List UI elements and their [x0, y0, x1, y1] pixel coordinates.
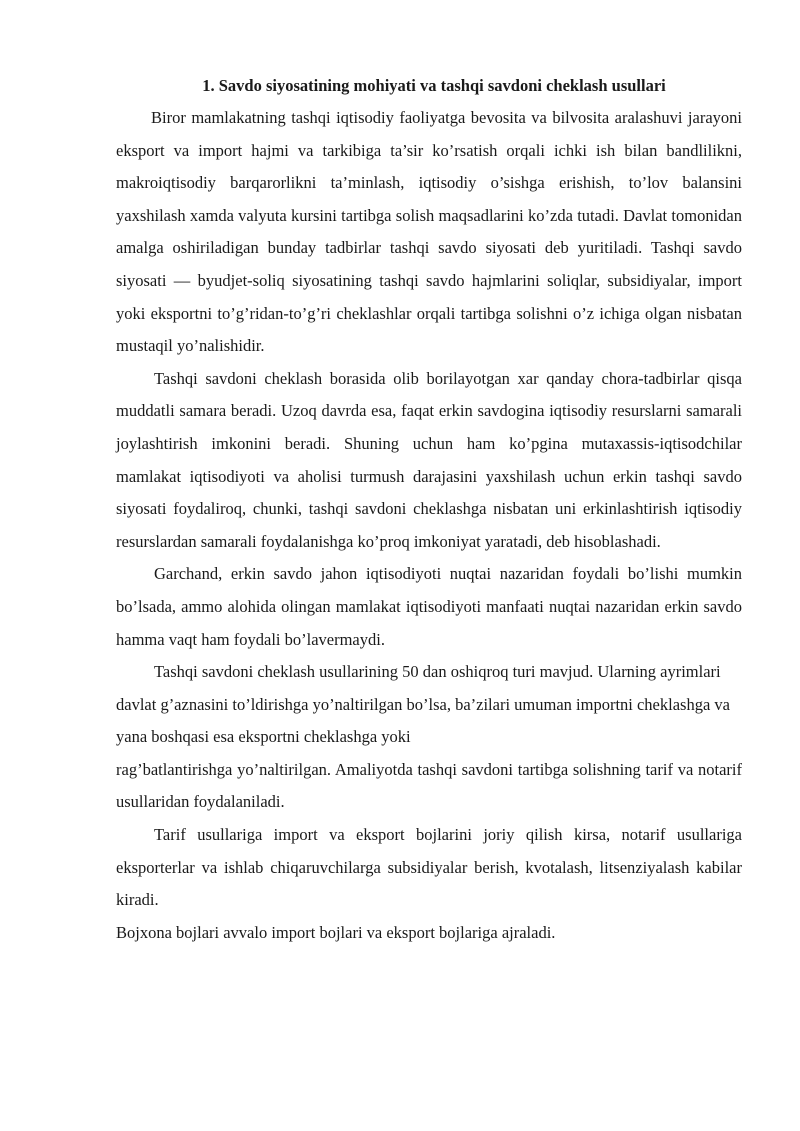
paragraph-1: Biror mamlakatning tashqi iqtisodiy faoliyatga bevosita va bilvosita aralashuvi jarayoni eksport va import hajmi va tarkibiga ta’sir ko’rsatish orqali ichki ish bilan bandlilikni, makroiqtisodiy barqarorlikni ta’minlash, iqtisodiy o’sishga erishish, to’lov balansini yaxshilash xamda valyuta kursini tartibga solish maqsadlarini ko’zda tutadi. Davlat tomonidan amalga oshiriladigan bunday tadbirlar tashqi savdo siyosati deb yuritiladi. Tashqi savdo siyosati — byudjet-soliq siyosatining tashqi savdo hajmlarini soliqlar, subsidiyalar, import yoki eksportni to’g’ridan-to’g’ri cheklashlar orqali tartibga solishni o’z ichiga olgan nisbatan mustaqil yo’nalishidir.: [116, 108, 742, 356]
paragraph-2: Tashqi savdoni cheklash borasida olib borilayotgan xar qanday chora-tadbirlar qisqa muddatli samara beradi. Uzoq davrda esa, faqat erkin savdogina iqtisodiy resurslarni samarali joylashtirish imkonini beradi. Shuning uchun ham ko’pgina mutaxassis-iqtisodchilar mamlakat iqtisodiyoti va aholisi turmush darajasini yaxshilash uchun erkin tashqi savdo siyosati foydaliroq, chunki, tashqi savdoni cheklashga nisbatan uni erkinlashtirish iqtisodiy resurslardan samarali foydalanishga ko’proq imkoniyat yaratadi, deb hisoblashadi.: [116, 368, 742, 551]
paragraph-3: Garchand, erkin savdo jahon iqtisodiyoti nuqtai nazaridan foydali bo’lishi mumkin bo’lsada, ammo alohida olingan mamlakat iqtisodiyoti manfaati nuqtai nazaridan erkin savdo hamma vaqt ham foydali bo’lavermaydi.: [116, 564, 742, 649]
paragraph-4: Tashqi savdoni cheklash usullarining 50 dan oshiqroq turi mavjud. Ularning ayrimlari davlat g’aznasini to’ldirishga yo’naltirilgan bo’lsa, ba’zilari umuman importni cheklashga va yana boshqasi esa eksportni cheklashga yoki: [116, 662, 730, 747]
paragraph-6: Tarif usullariga import va eksport bojlarini joriy qilish kirsa, notarif usullariga eksporterlar va ishlab chiqaruvchilarga subsidiyalar berish, kvotalash, litsenziyalash kabilar kiradi.: [116, 825, 742, 910]
section-title: 1. Savdo siyosatining mohiyati va tashqi savdoni cheklash usullari: [202, 76, 666, 95]
paragraph-7: Bojxona bojlari avvalo import bojlari va eksport bojlariga ajraladi.: [116, 922, 556, 942]
document-page: [116, 70, 742, 949]
paragraph-5: rag’batlantirishga yo’naltirilgan. Amaliyotda tashqi savdoni tartibga solishning tarif va notarif usullaridan foydalaniladi.: [116, 759, 742, 812]
